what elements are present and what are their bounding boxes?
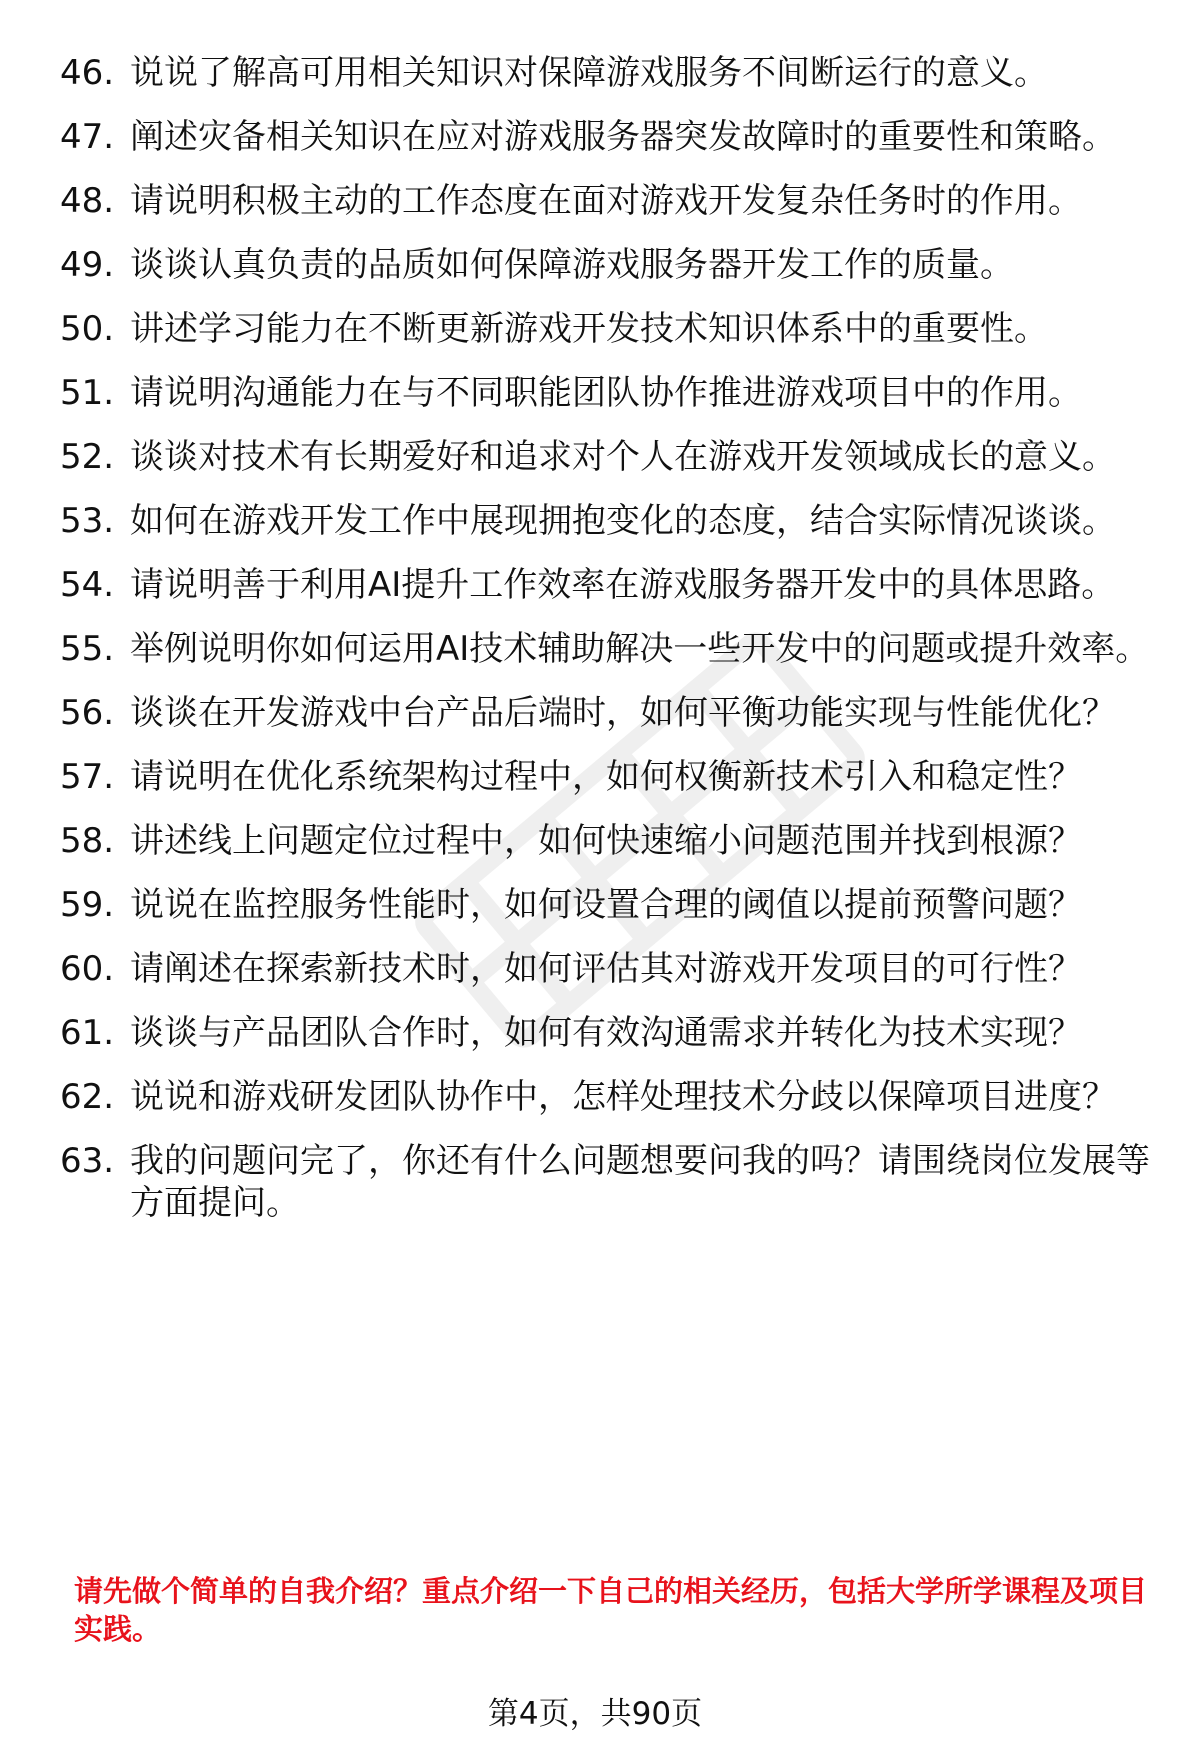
question-text: 讲述线上问题定位过程中，如何快速缩小问题范围并找到根源？ [130,821,1082,861]
question-item [60,116,1160,158]
question-number: 62. [60,1077,115,1117]
question-item [60,948,1160,990]
question-item [60,308,1160,350]
question-item [60,52,1160,94]
question-text: 谈谈与产品团队合作时，如何有效沟通需求并转化为技术实现？ [130,1013,1082,1053]
question-item [60,436,1160,478]
question-number: 52. [60,437,115,477]
question-number: 47. [60,117,115,157]
question-number: 55. [60,629,115,669]
question-text: 请说明善于利用AI提升工作效率在游戏服务器开发中的具体思路。 [130,565,1116,605]
question-text: 谈谈认真负责的品质如何保障游戏服务器开发工作的质量。 [130,245,1014,285]
question-number: 50. [60,309,115,349]
question-item [60,820,1160,862]
question-number: 54. [60,565,115,605]
question-text: 讲述学习能力在不断更新游戏开发技术知识体系中的重要性。 [130,309,1048,349]
question-number: 49. [60,245,115,285]
question-number: 56. [60,693,115,733]
question-item [60,628,1160,670]
question-number: 60. [60,949,115,989]
question-number: 59. [60,885,115,925]
question-text: 谈谈在开发游戏中台产品后端时，如何平衡功能实现与性能优化？ [130,693,1116,733]
question-text: 谈谈对技术有长期爱好和追求对个人在游戏开发领域成长的意义。 [130,437,1116,477]
question-text: 阐述灾备相关知识在应对游戏服务器突发故障时的重要性和策略。 [130,117,1116,157]
question-text: 说说在监控服务性能时，如何设置合理的阈值以提前预警问题？ [130,885,1082,925]
question-item [60,884,1160,926]
question-item [60,244,1160,286]
question-number: 46. [60,53,115,93]
question-text: 说说和游戏研发团队协作中，怎样处理技术分歧以保障项目进度？ [130,1077,1116,1117]
question-number: 57. [60,757,115,797]
question-number: 48. [60,181,115,221]
question-text: 我的问题问完了，你还有什么问题想要问我的吗？请围绕岗位发展等方面提问。 [130,1141,1150,1223]
self-intro-prompt: 请先做个简单的自我介绍？重点介绍一下自己的相关经历，包括大学所学课程及项目实践。 [74,1574,1148,1646]
question-number: 53. [60,501,115,541]
question-item [60,1012,1160,1054]
question-item [60,500,1160,542]
question-item [60,1140,1160,1224]
question-number: 58. [60,821,115,861]
question-text: 请说明沟通能力在与不同职能团队协作推进游戏项目中的作用。 [130,373,1082,413]
question-item [60,756,1160,798]
question-item [60,692,1160,734]
question-text: 如何在游戏开发工作中展现拥抱变化的态度，结合实际情况谈谈。 [130,501,1116,541]
question-text: 举例说明你如何运用AI技术辅助解决一些开发中的问题或提升效率。 [130,629,1150,669]
question-text: 说说了解高可用相关知识对保障游戏服务不间断运行的意义。 [130,53,1048,93]
question-item [60,180,1160,222]
page-number: 第4页，共90页 [487,1696,703,1732]
question-item [60,564,1160,606]
question-text: 请说明积极主动的工作态度在面对游戏开发复杂任务时的作用。 [130,181,1082,221]
question-number: 51. [60,373,115,413]
question-item [60,1076,1160,1118]
question-list [60,52,1160,1246]
question-text: 请说明在优化系统架构过程中，如何权衡新技术引入和稳定性？ [130,757,1082,797]
question-text: 请阐述在探索新技术时，如何评估其对游戏开发项目的可行性？ [130,949,1082,989]
question-item [60,372,1160,414]
question-number: 61. [60,1013,115,1053]
question-number: 63. [60,1141,115,1181]
